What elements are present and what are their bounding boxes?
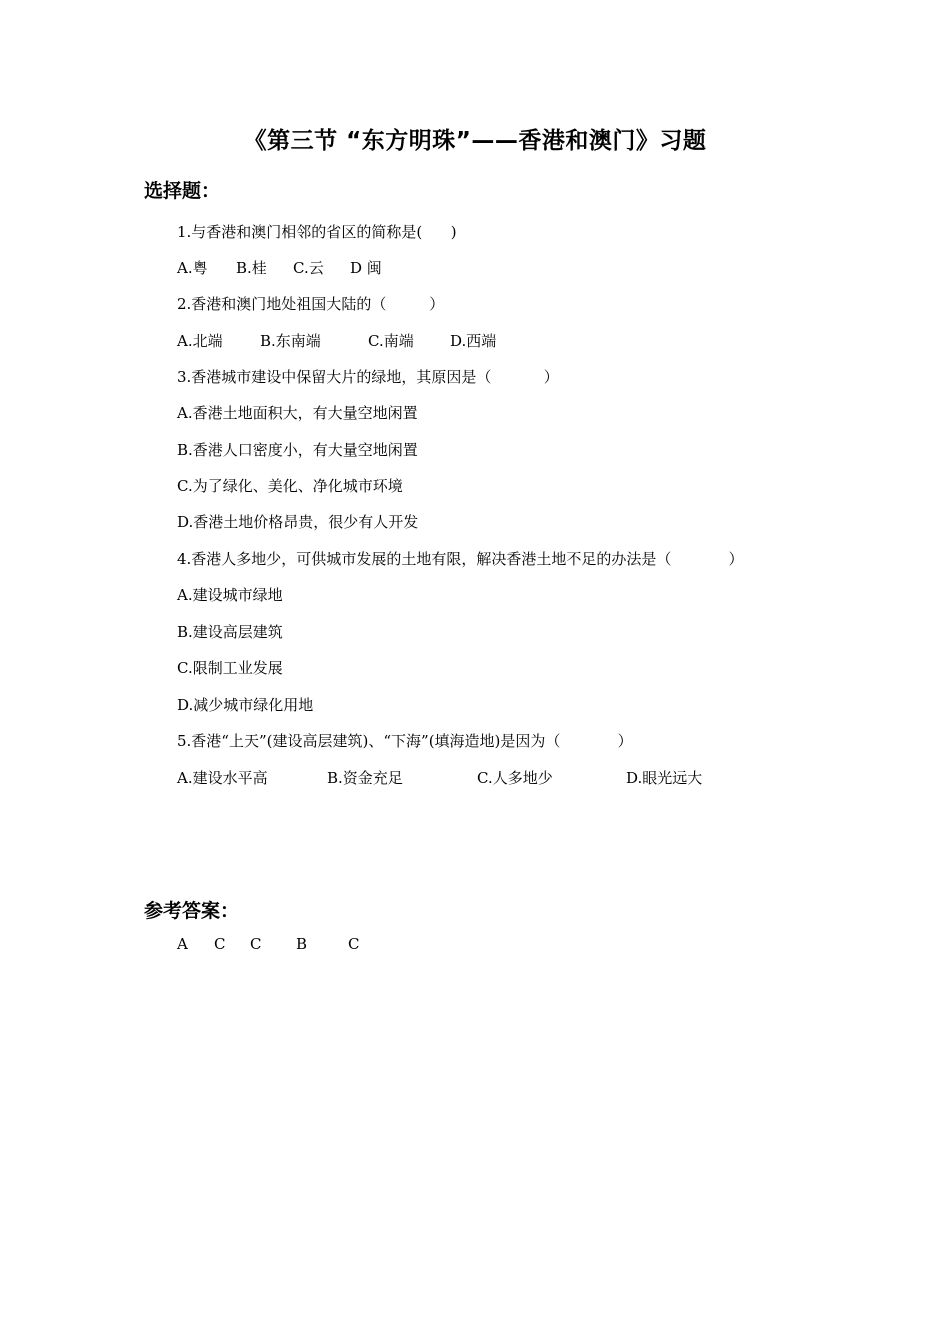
choice-section-heading: 选择题： [144, 180, 221, 202]
answer-2: C [214, 935, 226, 953]
answer-3: C [250, 935, 262, 953]
answer-5: C [348, 935, 360, 953]
question-4-option-d: D.减少城市绿化用地 [177, 696, 314, 714]
question-1-option-b: B.桂 [236, 259, 267, 277]
question-1-option-c: C.云 [293, 259, 324, 277]
question-5-option-a: A.建设水平高 [177, 769, 268, 787]
question-2-option-b: B.东南端 [260, 332, 321, 350]
question-3-stem: 3.香港城市建设中保留大片的绿地，其原因是（ ） [177, 368, 559, 386]
question-3-option-c: C.为了绿化、美化、净化城市环境 [177, 477, 403, 495]
question-2-option-a: A.北端 [177, 332, 223, 350]
page-title: 《第三节 “东方明珠”——香港和澳门》习题 [243, 128, 707, 154]
question-2-option-c: C.南端 [368, 332, 414, 350]
question-4-option-c: C.限制工业发展 [177, 659, 283, 677]
question-3-option-b: B.香港人口密度小，有大量空地闲置 [177, 441, 418, 459]
question-4-option-b: B.建设高层建筑 [177, 623, 283, 641]
answers-section-heading: 参考答案： [144, 900, 240, 922]
question-2-option-d: D.西端 [450, 332, 497, 350]
answer-4: B [296, 935, 308, 953]
question-1-option-d: D 闽 [350, 259, 382, 277]
question-4-option-a: A.建设城市绿地 [177, 586, 283, 604]
question-1-stem: 1.与香港和澳门相邻的省区的简称是( ) [177, 223, 457, 241]
question-5-option-d: D.眼光远大 [626, 769, 703, 787]
question-2-stem: 2.香港和澳门地处祖国大陆的（ ） [177, 295, 445, 313]
question-4-stem: 4.香港人多地少，可供城市发展的土地有限，解决香港土地不足的办法是（ ） [177, 550, 744, 568]
question-3-option-d: D.香港土地价格昂贵，很少有人开发 [177, 513, 419, 531]
answer-1: A [177, 935, 188, 953]
question-5-option-b: B.资金充足 [327, 769, 403, 787]
question-3-option-a: A.香港土地面积大，有大量空地闲置 [177, 404, 418, 422]
question-5-stem: 5.香港“上天”(建设高层建筑)、“下海”(填海造地)是因为（ ） [177, 732, 633, 750]
question-1-option-a: A.粤 [177, 259, 208, 277]
question-5-option-c: C.人多地少 [477, 769, 553, 787]
